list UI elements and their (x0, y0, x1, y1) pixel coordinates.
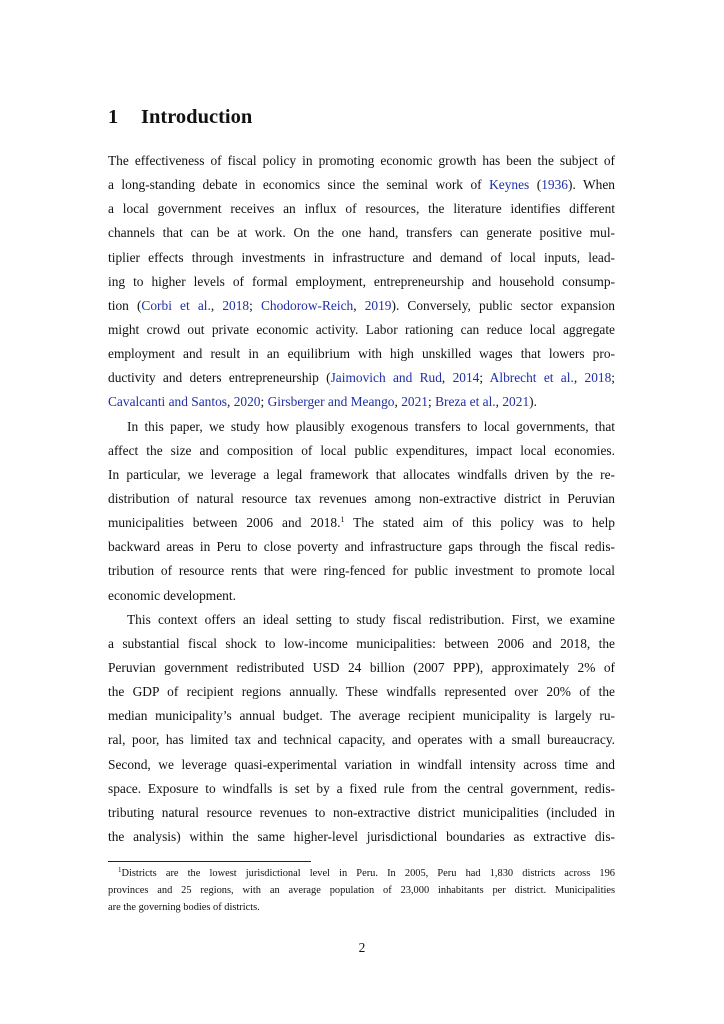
text-run: economic development. (108, 587, 236, 603)
text-line (108, 535, 615, 559)
text-run: space. Exposure to windfalls is set by a fixed rule from the central government, redis- (108, 780, 615, 796)
text-line (108, 149, 615, 173)
text-line (108, 439, 615, 463)
paragraph (108, 149, 615, 415)
text-run: The stated aim of this policy was to help (344, 515, 615, 531)
text-run: , (495, 394, 503, 410)
paragraph (108, 415, 615, 608)
body-text (108, 149, 615, 849)
section-number: 1 (108, 106, 119, 128)
text-line (108, 608, 615, 632)
text-run: are the governing bodies of districts. (108, 902, 260, 913)
text-run: might crowd out private economic activity. Labor rationing can reduce local aggregate (108, 321, 615, 337)
text-line (108, 294, 615, 318)
text-run: provinces and 25 regions, with an average population of 23,000 inhabitants per district. Municipalities (108, 885, 615, 896)
citation-link[interactable]: Keynes (489, 177, 530, 193)
text-run: tributing natural resource revenues to non-extractive district municipalities (included in (108, 804, 615, 820)
section-heading (108, 104, 252, 130)
text-run: ; (260, 394, 268, 410)
footnote-line (108, 882, 615, 899)
text-run: ( (529, 177, 542, 193)
text-run: Second, we leverage quasi-experimental variation in windfall intensity across time and (108, 756, 615, 772)
text-run: , (210, 297, 223, 313)
footnote-marker[interactable]: 1 (118, 866, 122, 874)
citation-link[interactable]: Jaimovich and Rud (330, 370, 442, 386)
text-run: ; (249, 297, 261, 313)
text-line (108, 559, 615, 583)
text-line (108, 390, 615, 414)
citation-link[interactable]: 2014 (452, 370, 480, 386)
citation-link[interactable]: 2019 (364, 297, 392, 313)
citation-link[interactable]: Girsberger and Meango (267, 394, 395, 410)
text-run: Districts are the lowest jurisdictional level in Peru. In 2005, Peru had 1,830 districts across 196 (121, 868, 615, 879)
text-line (108, 415, 615, 439)
citation-link[interactable]: Breza et al. (435, 394, 496, 410)
text-line (108, 221, 615, 245)
text-line (108, 704, 615, 728)
citation-link[interactable]: 1936 (541, 177, 568, 193)
text-run: ). When (567, 177, 615, 193)
paragraph (108, 608, 615, 849)
text-line (108, 511, 615, 535)
text-line (108, 487, 615, 511)
text-line (108, 197, 615, 221)
text-run: , (353, 297, 365, 313)
citation-link[interactable]: Chodorow-Reich (260, 297, 354, 313)
text-run: tion ( (108, 297, 142, 313)
text-run: the GDP of recipient regions annually. These windfalls represented over 20% of the (108, 684, 615, 700)
page-number: 2 (358, 940, 366, 955)
text-line (108, 366, 615, 390)
citation-link[interactable]: Cavalcanti and Santos (108, 394, 227, 410)
text-run: The effectiveness of fiscal policy in promoting economic growth has been the subject of (108, 153, 615, 168)
text-run: a substantial fiscal shock to low-income municipalities: between 2006 and 2018, the (108, 635, 615, 651)
text-line (108, 342, 615, 366)
text-line (108, 753, 615, 777)
text-line (108, 584, 615, 608)
text-run: In this paper, we study how plausibly exogenous transfers to local governments, that (127, 418, 615, 434)
footnote-line (108, 899, 615, 916)
text-run: ; (479, 370, 490, 386)
text-line (108, 270, 615, 294)
text-line (108, 246, 615, 270)
citation-link[interactable]: 2021 (401, 394, 428, 410)
text-run: a local government receives an influx of resources, the literature identifies different (108, 201, 615, 217)
text-line (108, 173, 615, 197)
text-run: ductivity and deters entrepreneurship ( (108, 370, 331, 386)
text-run: ). (529, 394, 537, 410)
text-run: ; (427, 394, 436, 410)
text-run: ing to higher levels of formal employment, entrepreneurship and household consump- (108, 273, 615, 289)
text-line (108, 656, 615, 680)
text-line (108, 801, 615, 825)
text-run: ral, poor, has limited tax and technical capacity, and operates with a small bureaucracy. (108, 732, 615, 748)
text-run: This context offers an ideal setting to study fiscal redistribution. First, we examine (127, 611, 615, 627)
citation-link[interactable]: Albrecht et al. (489, 370, 574, 386)
citation-link[interactable]: 2018 (222, 297, 250, 313)
citation-link[interactable]: 2020 (233, 394, 261, 410)
text-run: , (441, 370, 453, 386)
text-line (108, 728, 615, 752)
text-run: Peruvian government redistributed USD 24 billion (2007 PPP), approximately 2% of (108, 659, 615, 675)
text-run: distribution of natural resource tax revenues among non-extractive district in Peruvian (108, 490, 615, 506)
citation-link[interactable]: 2018 (584, 370, 612, 386)
text-run: municipalities between 2006 and 2018. (108, 515, 341, 531)
footnote-rule (108, 861, 311, 862)
footnote (108, 865, 615, 916)
text-run: tribution of resource rents that were ring-fenced for public investment to promote local (108, 563, 615, 579)
text-run: ). Conversely, public sector expansion (391, 297, 616, 313)
text-run: affect the size and composition of local public expenditures, impact local economies. (108, 442, 615, 458)
text-run: , (394, 394, 402, 410)
text-run: employment and result in an equilibrium with high unskilled wages that lowers pro- (108, 346, 615, 362)
citation-link[interactable]: 2021 (502, 394, 530, 410)
text-run: ; (611, 370, 616, 386)
text-run: a long-standing debate in economics since the seminal work of (108, 177, 490, 193)
footnote-marker[interactable]: 1 (340, 515, 345, 525)
text-line (108, 632, 615, 656)
text-run: median municipality’s annual budget. The average recipient municipality is largely ru- (108, 708, 615, 724)
text-line (108, 825, 615, 849)
footnote-line (108, 865, 615, 882)
text-line (108, 463, 615, 487)
text-run: , (573, 370, 585, 386)
text-line (108, 777, 615, 801)
text-run: the analysis) within the same higher-level jurisdictional boundaries as extractive dis- (108, 828, 615, 844)
section-title: Introduction (141, 106, 253, 128)
text-run: backward areas in Peru to close poverty and infrastructure gaps through the fiscal redis- (108, 539, 615, 555)
text-run: , (227, 394, 234, 410)
text-line (108, 680, 615, 704)
citation-link[interactable]: Corbi et al. (141, 297, 211, 313)
text-run: tiplier effects through investments in infrastructure and demand of local inputs, lead- (108, 249, 615, 265)
text-run: In particular, we leverage a legal framework that allocates windfalls driven by the re- (108, 466, 615, 482)
text-run: channels that can be at work. On the one hand, transfers can generate positive mul- (108, 225, 615, 241)
text-line (108, 318, 615, 342)
